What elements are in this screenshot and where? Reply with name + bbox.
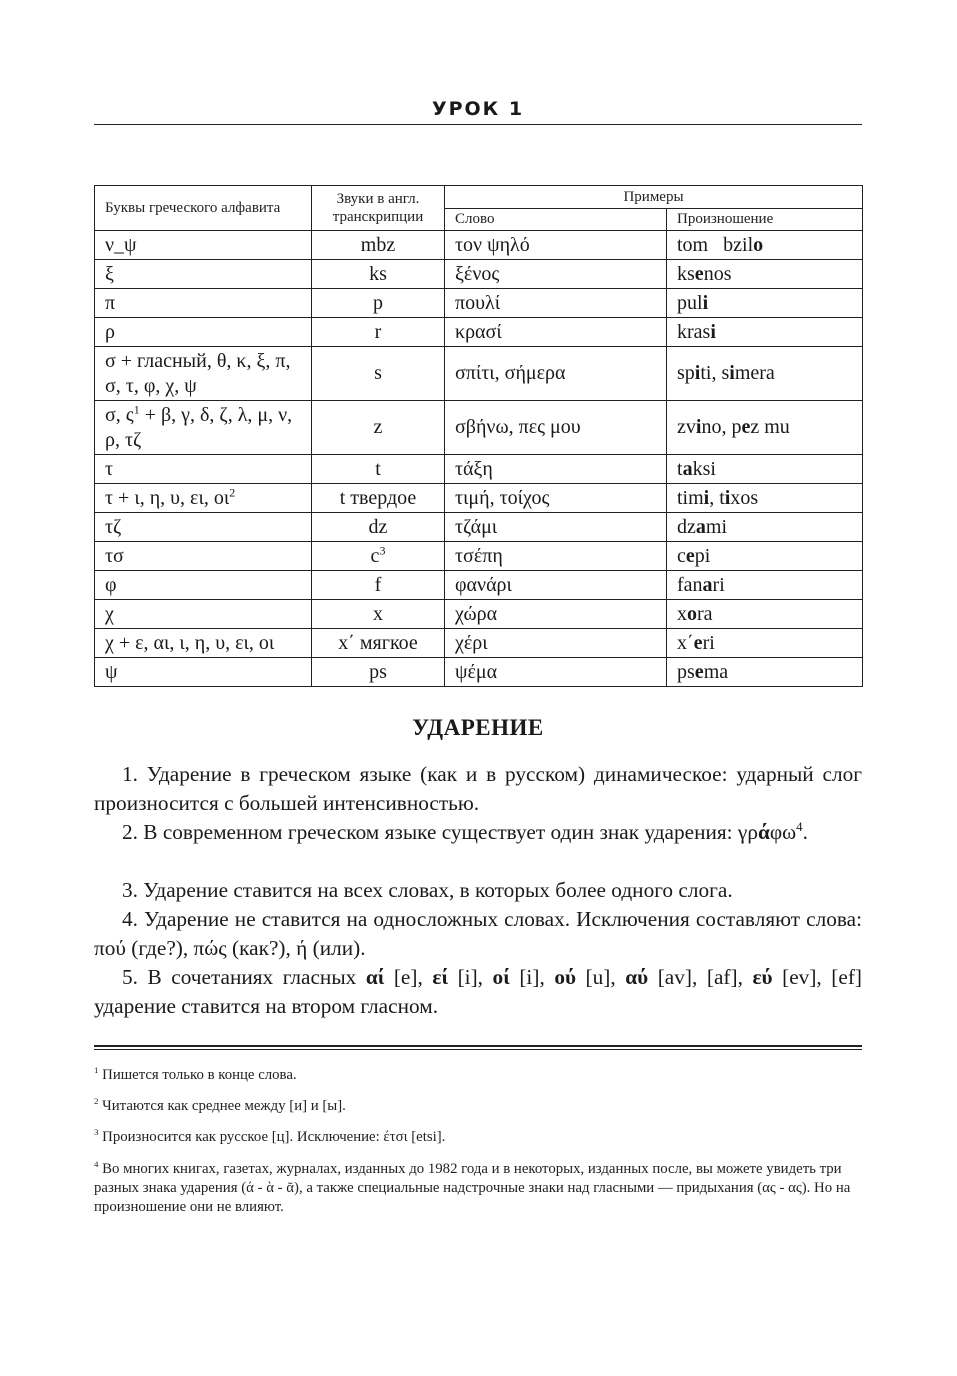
header-word: Слово <box>445 209 667 231</box>
rule-paragraph-4: 4. Ударение не ставится на односложных словах. Исключения составляют слова: πού (где?), πώς (как?), ή (или). <box>94 907 862 960</box>
footnote-4: $^4$ Во многих книгах, газетах, журналах, изданных до 1982 года и в некоторых, изданных после, вы можете увидеть три разных знака ударения (ά - ὰ - ᾶ), а также специальные надстрочные знаки над гласными — придыхания (ας - ας). Но на произношение они не влияют. <box>94 1159 851 1215</box>
pron-cell: timi, tixos <box>667 484 863 513</box>
table-row <box>95 484 863 513</box>
rule-paragraph-2: 2. В современном греческом языке существует один знак ударения: γράφω$^4$. <box>122 819 808 844</box>
alphabet-table <box>94 185 863 687</box>
sound-cell: x <box>312 600 445 629</box>
footnote-divider <box>94 1045 862 1047</box>
sound-cell: mbz <box>312 231 445 260</box>
pron-cell: dzami <box>667 513 863 542</box>
pron-cell: cepi <box>667 542 863 571</box>
word-cell: ξένος <box>445 260 667 289</box>
table-row <box>95 658 863 687</box>
word-cell: τσέπη <box>445 542 667 571</box>
sound-cell: z <box>312 401 445 455</box>
pron-cell: fanari <box>667 571 863 600</box>
pron-cell: taksi <box>667 455 863 484</box>
sound-cell: s <box>312 347 445 401</box>
letter-cell: ψ <box>95 658 312 687</box>
word-cell: τον ψηλό <box>445 231 667 260</box>
word-cell: τάξη <box>445 455 667 484</box>
word-cell: χέρι <box>445 629 667 658</box>
pron-cell: xora <box>667 600 863 629</box>
sound-cell: r <box>312 318 445 347</box>
footnote-1: $^1$ Пишется только в конце слова. <box>94 1065 297 1083</box>
footnote-2: $^2$ Читаются как среднее между [и] и [ы]. <box>94 1096 346 1114</box>
letter-cell: ν_ψ <box>95 231 312 260</box>
table-row <box>95 318 863 347</box>
letter-cell: ρ <box>95 318 312 347</box>
sound-cell: x΄ мягкое <box>312 629 445 658</box>
letter-cell: τζ <box>95 513 312 542</box>
table-row <box>95 289 863 318</box>
table-row <box>95 600 863 629</box>
pron-cell: tom bzilo <box>667 231 863 260</box>
letter-cell: σ + гласный, θ, κ, ξ, π, σ, τ, φ, χ, ψ <box>95 347 312 401</box>
sound-cell: $c^3$ <box>312 542 445 571</box>
letter-cell: ξ <box>95 260 312 289</box>
table-row <box>95 571 863 600</box>
sound-cell: dz <box>312 513 445 542</box>
letter-cell: π <box>95 289 312 318</box>
table-row <box>95 455 863 484</box>
word-cell: σπίτι, σήμερα <box>445 347 667 401</box>
letter-cell: τ + ι, η, υ, ει, $o\iota^2$ <box>95 484 312 513</box>
lesson-title: УРОК 1 <box>431 98 525 120</box>
rule-paragraph-1: 1. Ударение в греческом языке (как и в русском) динамическое: ударный слог произносится с большей интенсивностью. <box>94 762 862 815</box>
pron-cell: krasi <box>667 318 863 347</box>
header-pronunciation: Произношение <box>667 209 863 231</box>
word-cell: σβήνω, πες μου <box>445 401 667 455</box>
pron-cell: x΄eri <box>667 629 863 658</box>
word-cell: κρασί <box>445 318 667 347</box>
word-cell: τιμή, τοίχος <box>445 484 667 513</box>
sound-cell: f <box>312 571 445 600</box>
word-cell: φανάρι <box>445 571 667 600</box>
pron-cell: zvino, pez mu <box>667 401 863 455</box>
header-letters: Буквы греческого алфавита <box>95 186 312 231</box>
table-row <box>95 513 863 542</box>
letter-cell: χ + ε, αι, ι, η, υ, ει, οι <box>95 629 312 658</box>
sound-cell: t <box>312 455 445 484</box>
footnote-3: $^3$ Произносится как русское [ц]. Исключение: έτσι [etsi]. <box>94 1127 446 1145</box>
sound-cell: ks <box>312 260 445 289</box>
header-sounds: Звуки в англ. транскрипции <box>312 186 445 231</box>
letter-cell: τ <box>95 455 312 484</box>
header-examples: Примеры <box>445 186 863 209</box>
sound-cell: p <box>312 289 445 318</box>
letter-cell: τσ <box>95 542 312 571</box>
rule-paragraph-5: 5. В сочетаниях гласных αί [e], εί [i], οί [i], ού [u], αύ [av], [af], εύ [ev], [ef] ударение ставится на втором гласном. <box>94 965 863 1018</box>
section-title: УДАРЕНИЕ <box>412 715 544 740</box>
sound-cell: t твердое <box>312 484 445 513</box>
word-cell: ψέμα <box>445 658 667 687</box>
table-row <box>95 260 863 289</box>
pron-cell: spiti, simera <box>667 347 863 401</box>
table-row <box>95 542 863 571</box>
page-header <box>94 96 862 125</box>
pron-cell: psema <box>667 658 863 687</box>
letter-cell: χ <box>95 600 312 629</box>
footnote-divider-thin <box>94 1049 862 1050</box>
letter-cell: σ, $\varsigma^1 + \beta$, γ, δ, ζ, λ, μ, ν, ρ, τζ <box>95 401 312 455</box>
word-cell: πουλί <box>445 289 667 318</box>
rule-paragraph-3: 3. Ударение ставится на всех словах, в которых более одного слога. <box>122 878 733 902</box>
word-cell: τζάμι <box>445 513 667 542</box>
table-row <box>95 401 863 455</box>
pron-cell: puli <box>667 289 863 318</box>
table-row <box>95 629 863 658</box>
word-cell: χώρα <box>445 600 667 629</box>
pron-cell: ksenos <box>667 260 863 289</box>
letter-cell: φ <box>95 571 312 600</box>
sound-cell: ps <box>312 658 445 687</box>
table-row <box>95 347 863 401</box>
table-row <box>95 231 863 260</box>
